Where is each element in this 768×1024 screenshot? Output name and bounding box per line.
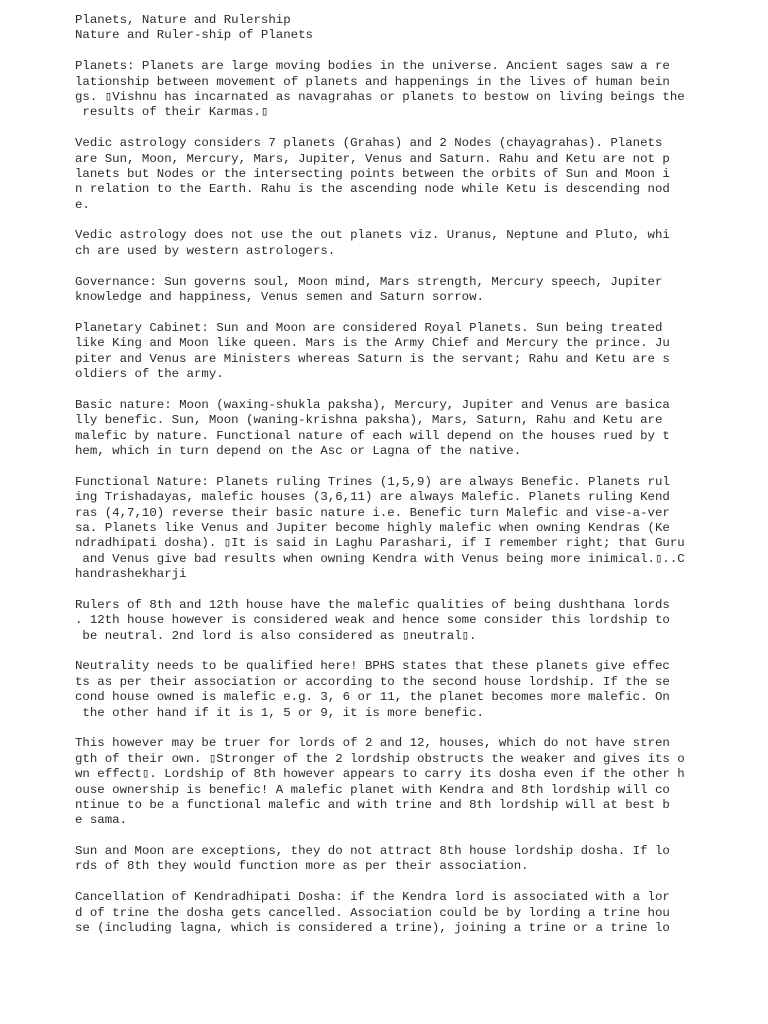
text-line: Governance: Sun governs soul, Moon mind, Mars strength, Mercury speech, Jupiter [75, 274, 663, 289]
text-line: gth of their own. ▯Stronger of the 2 lordship obstructs the weaker and gives its o [75, 751, 685, 766]
text-line: rds of 8th they would function more as per their association. [75, 859, 529, 874]
text-line: malefic by nature. Functional nature of each will depend on the houses rued by t [75, 428, 670, 443]
text-line: the other hand if it is 1, 5 or 9, it is more benefic. [75, 705, 484, 720]
paragraph-2 [75, 136, 695, 213]
text-line: ts as per their association or according to the second house lordship. If the se [75, 674, 670, 689]
text-line: lanets but Nodes or the intersecting points between the orbits of Sun and Moon i [75, 166, 670, 181]
paragraph-5 [75, 321, 695, 383]
text-line: are Sun, Moon, Mercury, Mars, Jupiter, Venus and Saturn. Rahu and Ketu are not p [75, 151, 670, 166]
paragraph-7 [75, 475, 695, 583]
paragraph-11 [75, 844, 695, 875]
document-body [75, 59, 695, 936]
text-line: wn effect▯. Lordship of 8th however appears to carry its dosha even if the other h [75, 767, 685, 782]
text-line: handrashekharji [75, 567, 187, 582]
text-line: like King and Moon like queen. Mars is the Army Chief and Mercury the prince. Ju [75, 336, 670, 351]
text-line: and Venus give bad results when owning Kendra with Venus being more inimical.▯..C [75, 551, 685, 566]
text-line: This however may be truer for lords of 2 and 12, houses, which do not have stren [75, 736, 670, 751]
text-line: piter and Venus are Ministers whereas Saturn is the servant; Rahu and Ketu are s [75, 351, 670, 366]
text-line: ing Trishadayas, malefic houses (3,6,11) are always Malefic. Planets ruling Kend [75, 490, 670, 505]
paragraph-9 [75, 659, 695, 721]
text-line: oldiers of the army. [75, 366, 224, 381]
text-line: Vedic astrology does not use the out planets viz. Uranus, Neptune and Pluto, whi [75, 228, 670, 243]
paragraph-4 [75, 275, 695, 306]
text-line: Neutrality needs to be qualified here! BPHS states that these planets give effec [75, 659, 670, 674]
text-line: ndradhipati dosha). ▯It is said in Laghu Parashari, if I remember right; that Guru [75, 536, 685, 551]
text-line: Planetary Cabinet: Sun and Moon are considered Royal Planets. Sun being treated [75, 320, 663, 335]
paragraph-12 [75, 890, 695, 936]
text-line: ras (4,7,10) reverse their basic nature i.e. Benefic turn Malefic and vise-a-ver [75, 505, 670, 520]
text-line: se (including lagna, which is considered a trine), joining a trine or a trine lo [75, 921, 670, 936]
text-line: e. [75, 197, 90, 212]
text-line: e sama. [75, 813, 128, 828]
paragraph-1 [75, 59, 695, 121]
paragraph-3 [75, 228, 695, 259]
text-line: . 12th house however is considered weak and hence some consider this lordship to [75, 613, 670, 628]
text-line: Sun and Moon are exceptions, they do not attract 8th house lordship dosha. If lo [75, 844, 670, 859]
text-line: cond house owned is malefic e.g. 3, 6 or 11, the planet becomes more malefic. On [75, 690, 670, 705]
text-line: ntinue to be a functional malefic and with trine and 8th lordship will at best b [75, 797, 670, 812]
text-line: sa. Planets like Venus and Jupiter become highly malefic when owning Kendras (Ke [75, 520, 670, 535]
document-heading [75, 13, 695, 44]
text-line: gs. ▯Vishnu has incarnated as navagrahas or planets to bestow on living beings the [75, 89, 685, 104]
text-line: be neutral. 2nd lord is also considered as ▯neutral▯. [75, 628, 477, 643]
text-line: ouse ownership is benefic! A malefic planet with Kendra and 8th lordship will co [75, 782, 670, 797]
text-line: hem, which in turn depend on the Asc or Lagna of the native. [75, 443, 522, 458]
text-line: Rulers of 8th and 12th house have the malefic qualities of being dushthana lords [75, 597, 670, 612]
text-line: lationship between movement of planets and happenings in the lives of human bein [75, 74, 670, 89]
text-line: Planets: Planets are large moving bodies in the universe. Ancient sages saw a re [75, 59, 670, 74]
document-subtitle: Nature and Ruler-ship of Planets [75, 28, 313, 43]
text-line: Cancellation of Kendradhipati Dosha: if the Kendra lord is associated with a lor [75, 890, 670, 905]
text-line: knowledge and happiness, Venus semen and Saturn sorrow. [75, 290, 484, 305]
text-line: d of trine the dosha gets cancelled. Association could be by lording a trine hou [75, 905, 670, 920]
paragraph-8 [75, 598, 695, 644]
paragraph-10 [75, 736, 695, 828]
text-line: Vedic astrology considers 7 planets (Grahas) and 2 Nodes (chayagrahas). Planets [75, 136, 663, 151]
text-line: ch are used by western astrologers. [75, 243, 336, 258]
text-line: Basic nature: Moon (waxing-shukla paksha), Mercury, Jupiter and Venus are basica [75, 397, 670, 412]
text-line: lly benefic. Sun, Moon (waning-krishna paksha), Mars, Saturn, Rahu and Ketu are [75, 413, 663, 428]
paragraph-6 [75, 398, 695, 460]
text-line: results of their Karmas.▯ [75, 105, 269, 120]
document-title: Planets, Nature and Rulership [75, 13, 291, 27]
text-line: n relation to the Earth. Rahu is the ascending node while Ketu is descending nod [75, 182, 670, 197]
text-line: Functional Nature: Planets ruling Trines (1,5,9) are always Benefic. Planets rul [75, 474, 670, 489]
document-page [75, 13, 695, 952]
